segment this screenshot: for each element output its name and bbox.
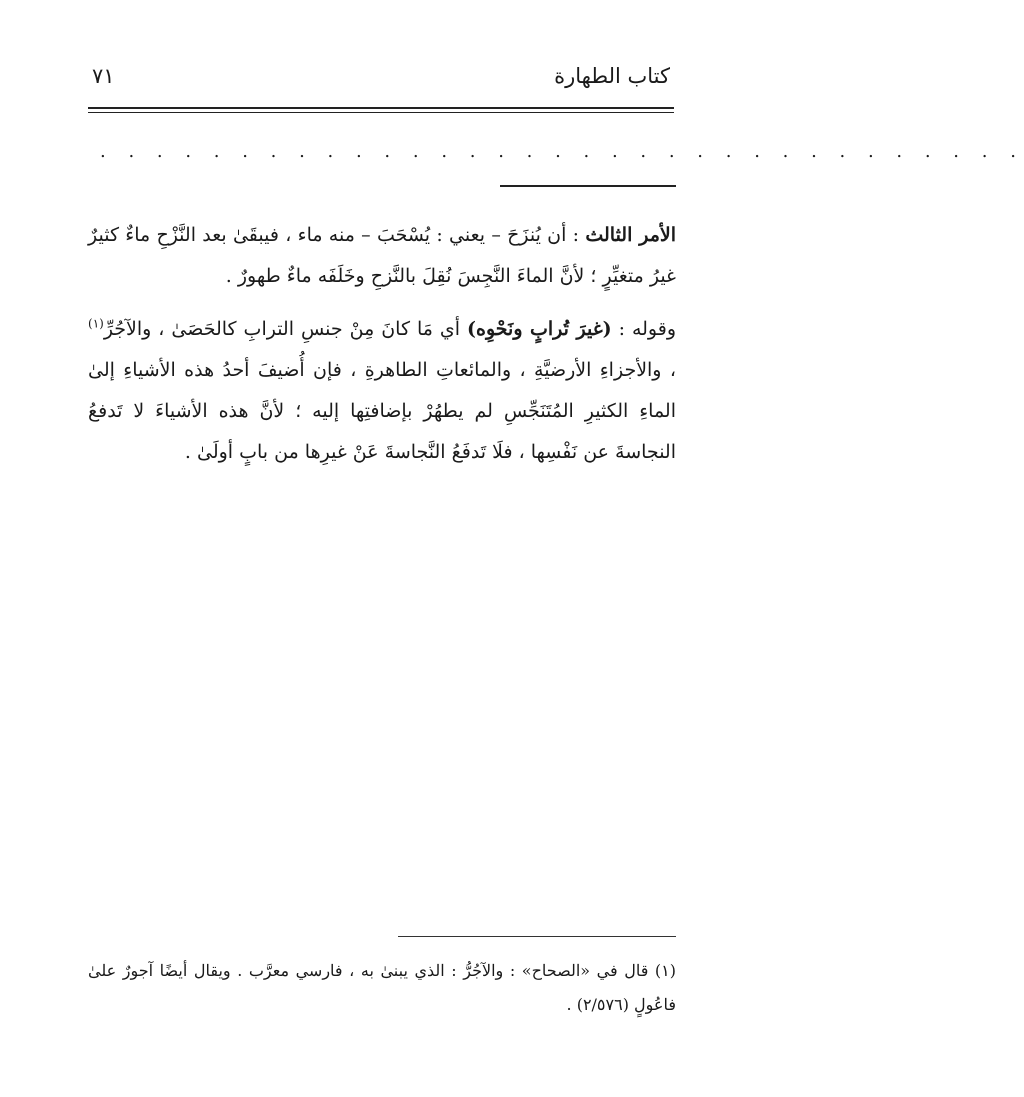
running-header [92, 64, 670, 98]
dotted-separator: . . . . . . . . . . . . . . . . . . . . . . . . . . . . . . . . . [100, 141, 1024, 162]
paragraph-heading: الأمر الثالث [585, 224, 676, 246]
paragraph-commentary [88, 309, 676, 473]
quoted-phrase: (غيرَ تُرابٍ ونَحْوِه) [467, 318, 612, 340]
paragraph-third-matter [88, 215, 676, 297]
main-text [88, 215, 676, 473]
header-double-rule [88, 107, 674, 113]
paragraph-text-a: أي مَا كانَ مِنْ جنسِ الترابِ كالحَصَىٰ ، والآجُرِّ [103, 318, 467, 340]
paragraph-text: : أن يُنزَحَ – يعني : يُسْحَبَ – منه ماء ، فيبقَىٰ بعد النَّزْحِ ماءٌ كثيرٌ غيرُ متغيِّرٍ ؛ لأنَّ الماءَ النَّجِسَ نُقِلَ بالنَّزحِ وخَلَفَه ماءٌ طهورٌ . [88, 224, 676, 287]
section-rule [500, 185, 676, 187]
footnote: (١) قال في «الصحاح» : والآجُرُّ : الذي يبنىٰ به ، فارسي معرَّب . ويقال أيضًا آجورٌ علىٰ فاعُولٍ (٢/٥٧٦) . [88, 961, 676, 1014]
paragraph-intro: وقوله : [611, 318, 677, 340]
footnote-rule [398, 936, 676, 937]
page-number: ٧١ [92, 64, 115, 88]
book-title: كتاب الطهارة [554, 64, 670, 88]
footnote-reference[interactable]: (١) [88, 316, 104, 331]
paragraph-text-b: ، والأجزاءِ الأرضيَّةِ ، والمائعاتِ الطاهرةِ ، فإن أُضيفَ أحدُ هذه الأشياءِ إلىٰ الماءِ الكثيرِ المُتَنَجِّسِ لم يطهُرْ بإضافتِها إليه ؛ لأنَّ هذه الأشياءَ لا تَدفعُ النجاسةَ عن نَفْسِها ، فلَا تَدفَعُ النَّجاسةَ عَنْ غيرِها من بابٍ أولَىٰ . [88, 359, 676, 463]
